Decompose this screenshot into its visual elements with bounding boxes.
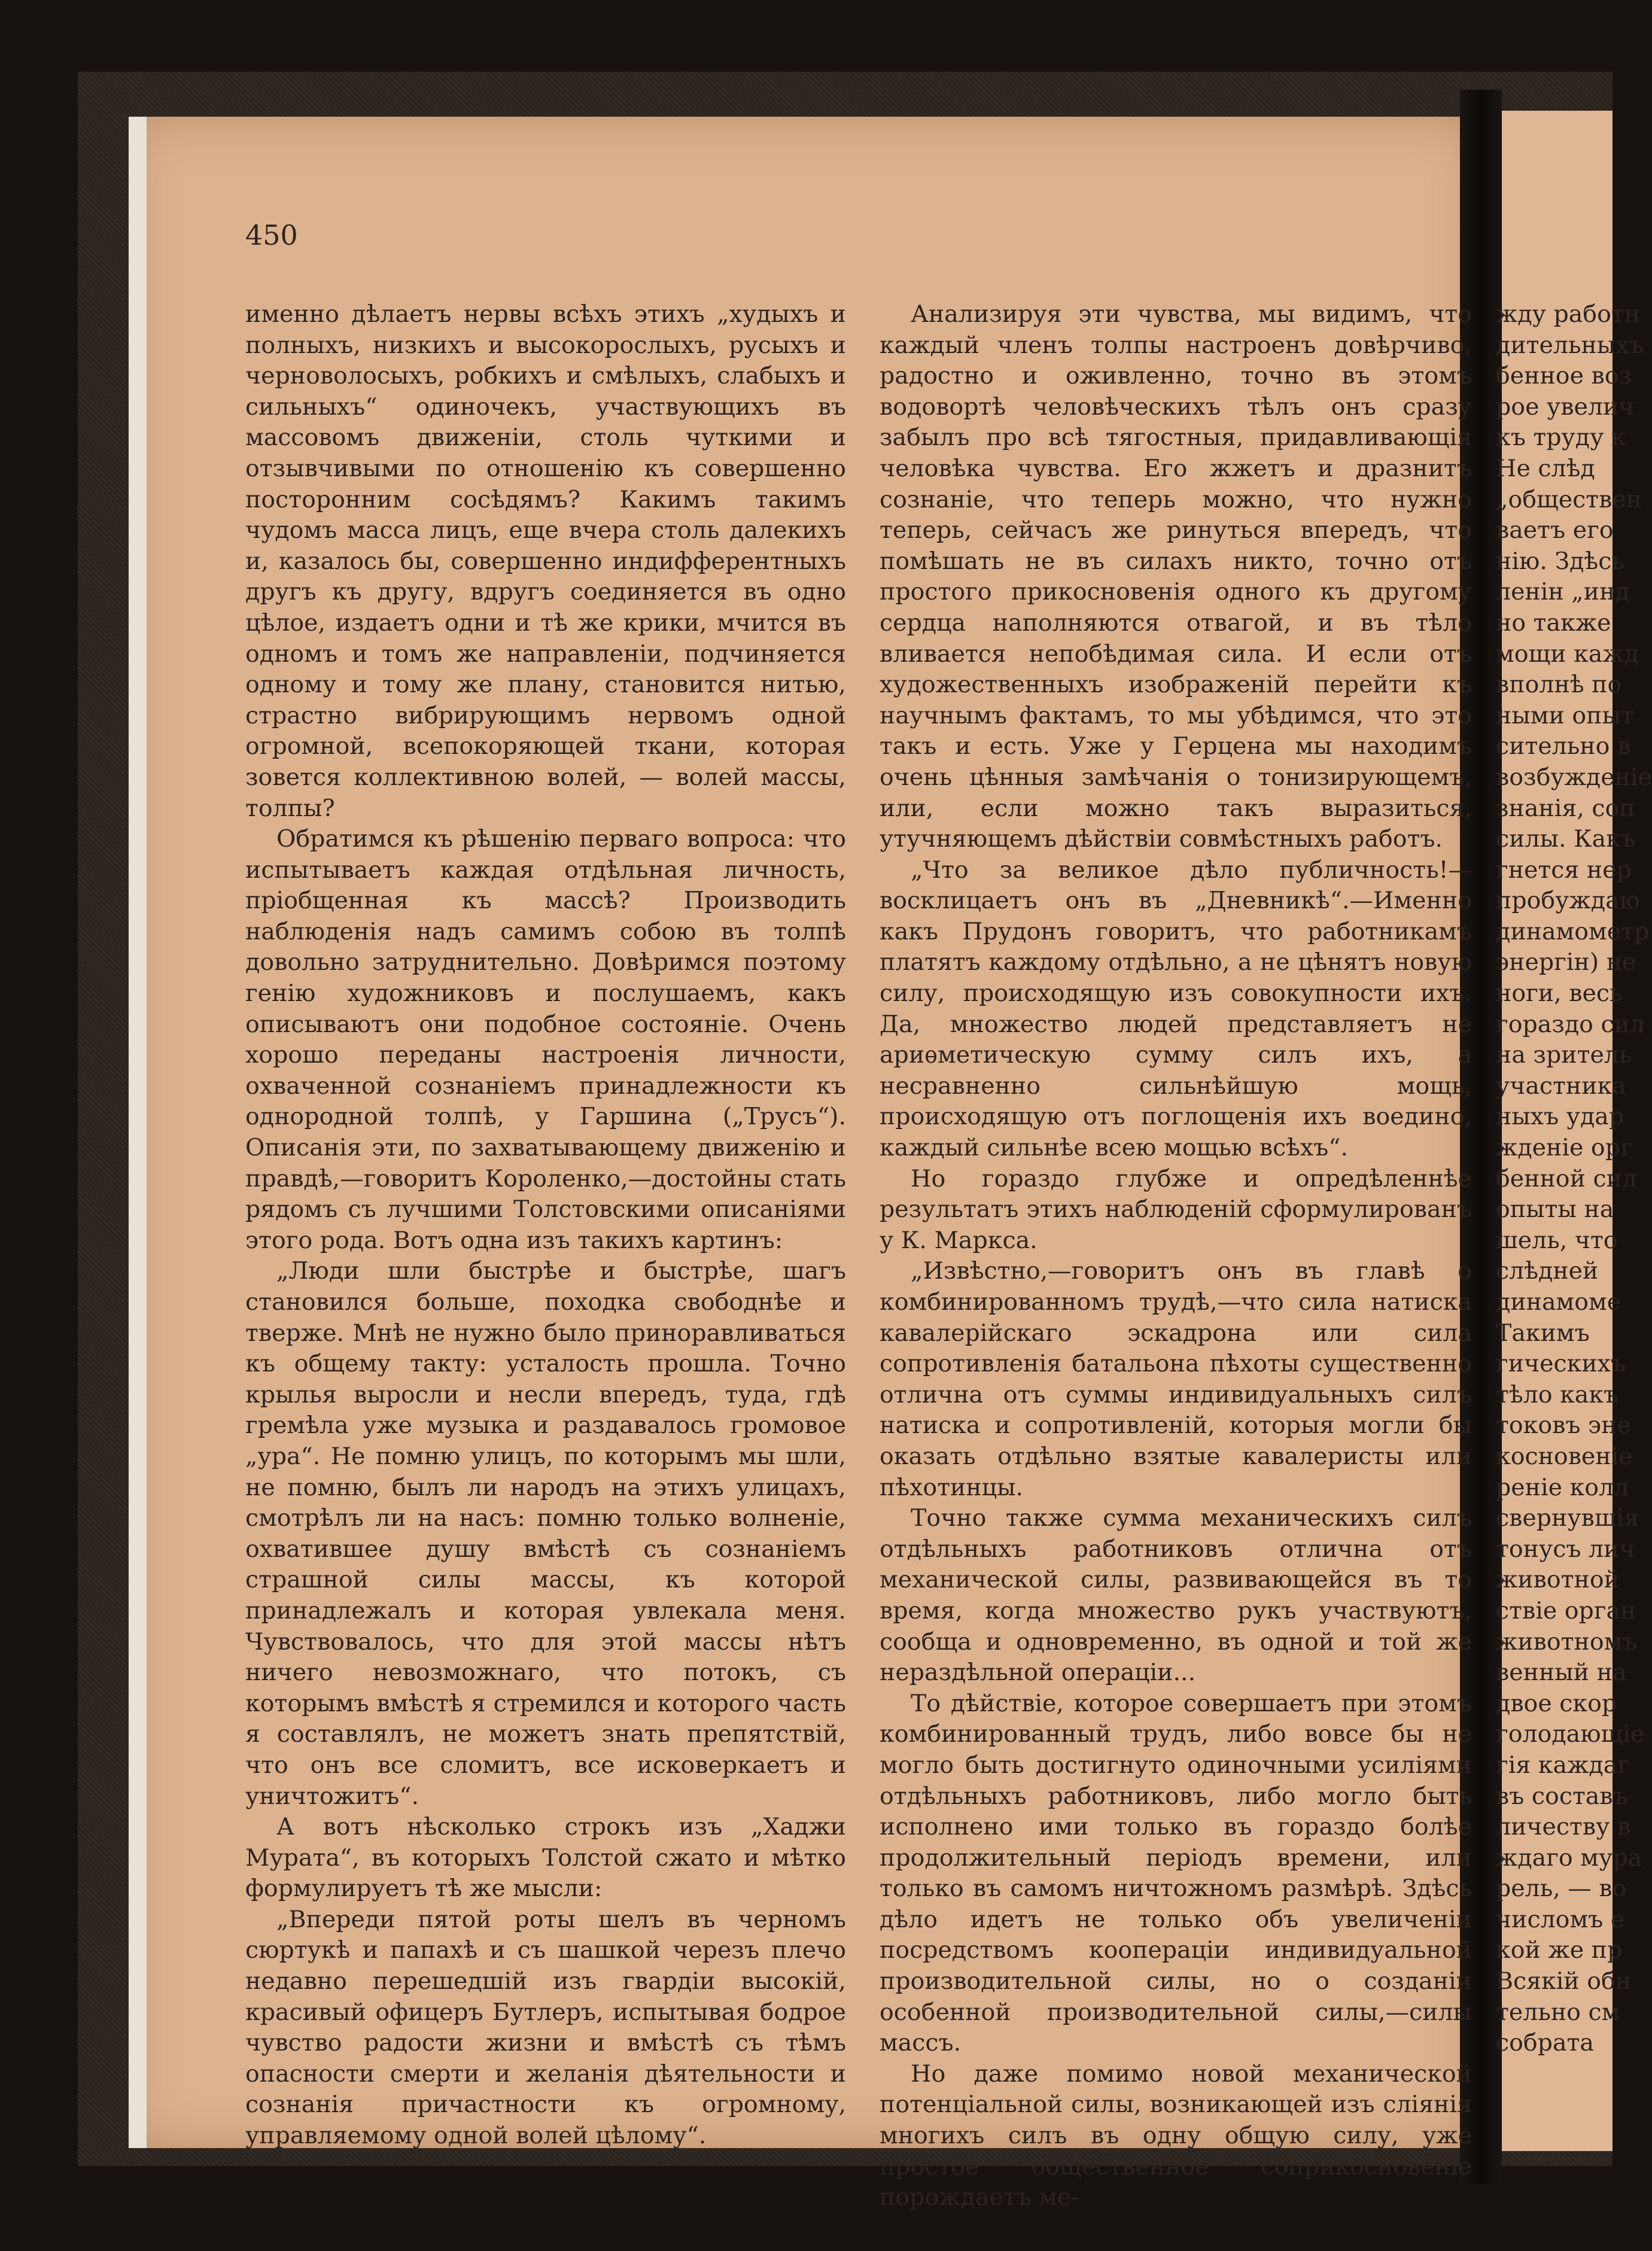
text-line-fragment: ствіе орган (1496, 1596, 1636, 1625)
page-edge (129, 117, 147, 2148)
text-line-fragment: тѣло какъ (1496, 1380, 1619, 1409)
text-line-fragment: собрата (1496, 2029, 1594, 2057)
text-line-fragment: ваетъ его (1496, 516, 1614, 545)
paragraph: То дѣйствіе, которое совершаетъ при этомъ комбинированный трудъ, либо вовсе бы не могло быть достигнуто одиночными усиліями отдѣльныхъ работниковъ, либо могло быть исполнено ими только въ гораздо болѣе продолжительный періодъ времени, или только въ самомъ ничтожномъ размѣрѣ. Здѣсь дѣло идетъ не только объ увеличеніи посредствомъ коопераціи индивидуальной производительной силы, но о созданіи особенной производительной силы,—силы массъ. (880, 1689, 1472, 2057)
paragraph: „Извѣстно,—говоритъ онъ въ главѣ о комбинированномъ трудѣ,—что сила натиска кавалерійскаго эскадрона или сила сопротивленія батальона пѣхоты существенно отлична отъ суммы индивидуальныхъ силъ натиска и сопротивленій, которыя могли бы оказать отдѣльно взятые кавалеристы или пѣхотинцы. (880, 1257, 1472, 1501)
text-line-fragment: возбужденіе (1496, 763, 1652, 791)
text-line-fragment: гнется нер (1496, 856, 1632, 884)
text-line-fragment: ными опыт (1496, 701, 1634, 729)
text-line-fragment: ныхъ удар (1496, 1103, 1624, 1131)
paragraph: „Впереди пятой роты шелъ въ черномъ сюртукѣ и папахѣ и съ шашкой черезъ плечо недавно перешедшій изъ гвардіи высокій, красивый офицеръ Бутлеръ, испытывая бодрое чувство радости жизни и вмѣстѣ съ тѣмъ опасности смерти и желанія дѣятельности и сознанія причастности къ огромному, управляемому одной волей цѣлому“. (245, 1905, 846, 2150)
text-line-fragment: токовъ эне (1496, 1412, 1631, 1440)
paragraph: Анализируя эти чувства, мы видимъ, что каждый членъ толпы настроенъ довѣрчиво, радостно и оживленно, точно въ этомъ водовортѣ человѣческихъ тѣлъ онъ сразу забылъ про всѣ тягостныя, придавливающія человѣка чувства. Его жжетъ и дразнитъ сознаніе, что теперь можно, что нужно теперь, сейчасъ же ринуться впередъ, что помѣшать не въ силахъ никто, точно отъ простого прикосновенія одного къ другому сердца наполняются отвагой, и въ тѣло вливается непобѣдимая сила. И если отъ художественныхъ изображеній перейти къ научнымъ фактамъ, то мы убѣдимся, что это такъ и есть. Уже у Герцена мы находимъ очень цѣнныя замѣчанія о тонизирующемъ, или, если можно такъ выразиться, утучняющемъ дѣйствіи совмѣстныхъ работъ. (880, 300, 1472, 853)
text-line-fragment: Всякій обн (1496, 1967, 1632, 1996)
paragraph: Но гораздо глубже и опредѣленнѣе результатъ этихъ наблюденій сформулированъ у К. Маркса. (880, 1164, 1472, 1254)
text-line-fragment: но также (1496, 609, 1611, 637)
text-line-fragment: Не слѣд (1496, 454, 1595, 482)
text-line-fragment: бенное воз (1496, 362, 1632, 390)
text-line-fragment: вполнѣ по (1496, 671, 1622, 699)
text-line-fragment: опыты на (1496, 1196, 1614, 1224)
text-line-fragment: на зритель (1496, 1041, 1632, 1069)
text-line-fragment: голодающіе (1496, 1720, 1645, 1748)
text-line-fragment: участника (1496, 1072, 1626, 1100)
text-line-fragment: силы. Какъ (1496, 825, 1636, 853)
text-line-fragment: ленін „инд (1496, 578, 1630, 606)
text-line-fragment: шель, что (1496, 1226, 1618, 1254)
text-line-fragment: венный на (1496, 1659, 1627, 1687)
right-page-text-fragment (1496, 299, 1652, 2059)
text-line-fragment: реніе колл (1496, 1473, 1629, 1501)
paragraph: Обратимся къ рѣшенію перваго вопроса: что испытываетъ каждая отдѣльная личность, пріобщенная къ массѣ? Производить наблюденія надъ самимъ собою въ толпѣ довольно затруднительно. Довѣримся поэтому генію художниковъ и послушаемъ, какъ описываютъ они подобное состояніе. Очень хорошо переданы настроенія личности, охваченной сознаніемъ принадлежности къ однородной толпѣ, у Гаршина („Трусъ“). Описанія эти, по захватывающему движенію и правдѣ,—говоритъ Короленко,—достойны стать рядомъ съ лучшими Толстовскими описаніями этого рода. Вотъ одна изъ такихъ картинъ: (245, 825, 846, 1254)
text-line-fragment: жду работн (1496, 300, 1641, 328)
text-line-fragment: гическихъ (1496, 1350, 1626, 1378)
text-line-fragment: числомъ е (1496, 1905, 1625, 1933)
text-line-fragment: Такимъ (1496, 1319, 1590, 1347)
text-line-fragment: дительныхъ (1496, 331, 1644, 359)
text-line-fragment: гораздо сил (1496, 1010, 1645, 1038)
text-line-fragment: личеству в (1496, 1813, 1631, 1841)
paragraph: А вотъ нѣсколько строкъ изъ „Хаджи Мурата“, въ которыхъ Толстой сжато и мѣтко формулируетъ тѣ же мысли: (245, 1813, 846, 1903)
text-line-fragment: въ составъ (1496, 1782, 1628, 1810)
page-number: 450 (245, 219, 298, 251)
text-line-fragment: кой же пр (1496, 1936, 1623, 1964)
paragraph: Точно также сумма механическихъ силъ отдѣльныхъ работниковъ отлична отъ механической силы, развивающейся въ то время, когда множество рукъ участвуютъ, сообща и одновременно, въ одной и той же нераздѣльной операціи... (880, 1504, 1472, 1687)
middle-text-column (880, 299, 1472, 2213)
text-line-fragment: тонусъ лич (1496, 1535, 1635, 1563)
text-line-fragment: гія каждаг (1496, 1751, 1630, 1779)
text-line-fragment: мощи кажд (1496, 640, 1639, 668)
text-line-fragment: рое увелич (1496, 393, 1635, 421)
text-line-fragment: энергін) не (1496, 948, 1636, 977)
left-text-column (245, 299, 846, 2152)
text-line-fragment: двое скор (1496, 1689, 1617, 1717)
text-line-fragment: сительно в (1496, 732, 1631, 761)
text-line-fragment: животномъ (1496, 1628, 1638, 1656)
paragraph: Но даже помимо новой механической потенціальной силы, возникающей изъ сліянія многихъ силъ въ одну общую силу, уже простое общественное соприкосновеніе порождаетъ ме- (880, 2060, 1472, 2212)
text-line-fragment: ждаго мура (1496, 1844, 1642, 1872)
text-line-fragment: жденіе орг (1496, 1134, 1633, 1162)
text-line-fragment: рель, — во (1496, 1875, 1627, 1903)
text-line-fragment: „обществен (1496, 485, 1642, 513)
text-line-fragment: косновеніе (1496, 1442, 1633, 1470)
text-line-fragment: динамоме (1496, 1288, 1621, 1316)
text-line-fragment: свернувшія (1496, 1504, 1639, 1532)
text-line-fragment: слѣдней (1496, 1257, 1599, 1285)
paragraph: „Что за великое дѣло публичность!—восклицаетъ онъ въ „Дневникѣ“.—Именно какъ Прудонъ говоритъ, что работникамъ платятъ каждому отдѣльно, а не цѣнятъ новую силу, происходящую изъ совокупности ихъ. Да, множество людей представляетъ не ариѳметическую сумму силъ ихъ, а несравненно сильнѣйшую мощь, происходящую отъ поглощенія ихъ воедино, каждый сильнѣе всею мощью всѣхъ“. (880, 856, 1472, 1162)
text-line-fragment: животной (1496, 1566, 1620, 1594)
paragraph: именно дѣлаетъ нервы всѣхъ этихъ „худыхъ и полныхъ, низкихъ и высокорослыхъ, русыхъ и черноволосыхъ, робкихъ и смѣлыхъ, слабыхъ и сильныхъ“ одиночекъ, участвующихъ въ массовомъ движеніи, столь чуткими и отзывчивыми по отношенію къ совершенно посторонним сосѣдямъ? Какимъ такимъ чудомъ масса лицъ, еще вчера столь далекихъ и, казалось бы, совершенно индифферентныхъ другъ къ другу, вдругъ соединяется въ одно цѣлое, издаетъ одни и тѣ же крики, мчится въ одномъ и томъ же направленіи, подчиняется одному и тому же плану, становится нитью, страстно вибрирующимъ нервомъ одной огромной, всепокоряющей ткани, которая зовется коллективною волей, — волей массы, толпы? (245, 300, 846, 822)
text-line-fragment: тельно см (1496, 1998, 1620, 2026)
text-line-fragment: нію. Здѣсь (1496, 547, 1624, 575)
text-line-fragment: пробуждаю (1496, 887, 1641, 915)
text-line-fragment: знанія, соп (1496, 794, 1635, 822)
text-line-fragment: бенной сил (1496, 1164, 1638, 1193)
paragraph: „Люди шли быстрѣе и быстрѣе, шагъ становился больше, походка свободнѣе и тверже. Мнѣ не нужно было приноравливаться къ общему такту: усталость прошла. Точно крылья выросли и несли впередъ, туда, гдѣ гремѣла уже музыка и раздавалось громовое „ура“. Не помню улицъ, по которымъ мы шли, не помню, былъ ли народъ на этихъ улицахъ, смотрѣлъ ли на насъ: помню только волненіе, охватившее душу вмѣстѣ съ сознаніемъ страшной силы массы, къ которой принадлежалъ и которая увлекала меня. Чувствовалось, что для этой массы нѣтъ ничего невозможнаго, что потокъ, съ которымъ вмѣстѣ я стремился и которого часть я составлялъ, не можетъ знать препятствій, что онъ все сломитъ, все исковеркаетъ и уничтожитъ“. (245, 1257, 846, 1810)
text-line-fragment: ноги, весь (1496, 980, 1623, 1008)
text-line-fragment: динамометр (1496, 917, 1650, 945)
text-line-fragment: къ труду к (1496, 424, 1626, 452)
